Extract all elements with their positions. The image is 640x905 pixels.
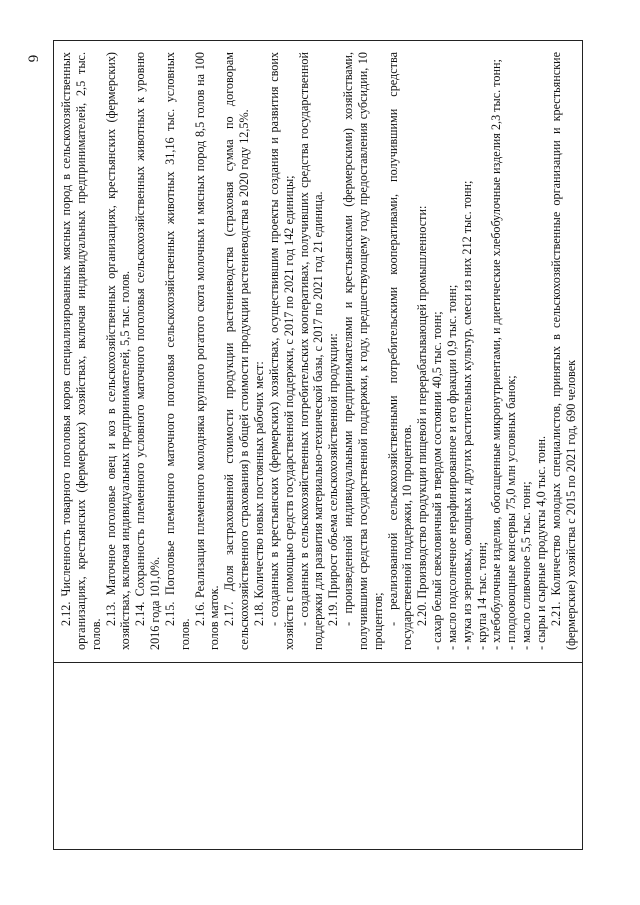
list-item: - сахар белый свекловичный в твердом состоянии 40,5 тыс. тонн; xyxy=(430,311,445,650)
paragraph-2-18: 2.18. Количество новых постоянных рабочих мест: xyxy=(251,361,266,626)
paragraph-2-14: 2.14. Сохранность племенного условного маточного поголовья сельскохозяйственных животных к уровню 2016 года 101,0%. xyxy=(133,52,163,650)
paragraph-2-17: 2.17. Доля застрахованной стоимости продукции растениеводства (страховая сумма по договорам сельскохозяйственного страхования) в общей стоимости продукции растениеводства в 2020 году 12,5%. xyxy=(222,52,252,650)
list-item: - масло подсолнечное нерафинированное и его фракции 0,9 тыс. тонн; xyxy=(444,284,459,650)
list-item: - реализованной сельскохозяйственными потребительскими кооперативами, получившими средства государственной поддержки, 10 процентов. xyxy=(385,52,415,650)
paragraph-2-15: 2.15. Поголовье племенного маточного поголовья сельскохозяйственных животных 31,16 тыс. условных голов. xyxy=(162,52,192,650)
column-divider xyxy=(53,662,583,663)
list-item: - хлебобулочные изделия, обогащенные микронутриентами, и диетические хлебобулочные изделия 2,3 тыс. тонн; xyxy=(489,59,504,650)
list-item: - крупа 14 тыс. тонн; xyxy=(474,542,489,650)
list-item: - масло сливочное 5,5 тыс. тонн; xyxy=(519,481,534,650)
paragraph-2-19: 2.19. Прирост объема сельскохозяйственной продукции: xyxy=(326,333,341,626)
paragraph-2-21: 2.21. Количество молодых специалистов, принятых в сельскохозяйственные организации и крестьянские (фермерские) хозяйства с 2015 по 2021 год, 690 человек xyxy=(548,52,578,650)
list-item: - созданных в сельскохозяйственных потребительских кооперативах, получивших средства государственной поддержки для развития материально-технической базы, с 2017 по 2021 год 21 единица. xyxy=(296,52,326,650)
paragraph-2-12: 2.12. Численность товарного поголовья коров специализированных мясных пород в сельскохозяйственных организациях, крестьянских (фермерских) хозяйствах, включая индивидуальных предпринимателей, 2,5 тыс. голов. xyxy=(59,52,103,650)
paragraph-2-20: 2.20. Производство продукции пищевой и перерабатывающей промышленности: xyxy=(415,205,430,626)
list-item: - плодоовощные консервы 75,0 млн условных банок; xyxy=(504,375,519,650)
indicators-text-block xyxy=(57,46,579,656)
paragraph-2-13: 2.13. Маточное поголовье овец и коз в сельскохозяйственных организациях, крестьянских (фермерских) хозяйствах, включая индивидуальных предпринимателей, 5,5 тыс. голов. xyxy=(103,52,133,650)
list-item: - мука из зерновых, овощных и других растительных культур, смеси из них 212 тыс. тонн; xyxy=(459,180,474,650)
list-item: - созданных в крестьянских (фермерских) хозяйствах, осуществившим проекты создания и развития своих хозяйств с помощью средств государственной поддержки, с 2017 по 2021 год 142 единицы; xyxy=(266,52,296,650)
page-number: 6 xyxy=(24,54,41,62)
list-item: - сыры и сырные продукты 4,0 тыс. тонн. xyxy=(534,435,548,650)
paragraph-2-16: 2.16. Реализация племенного молодняка крупного рогатого скота молочных и мясных пород 8,5 голов на 100 голов маток. xyxy=(192,52,222,650)
list-item: - произведенной индивидуальными предпринимателями и крестьянскими (фермерскими) хозяйствами, получившими средства государственной поддержки, к году, предшествующему году предоставления субсидии, 10 процентов; xyxy=(341,52,385,650)
